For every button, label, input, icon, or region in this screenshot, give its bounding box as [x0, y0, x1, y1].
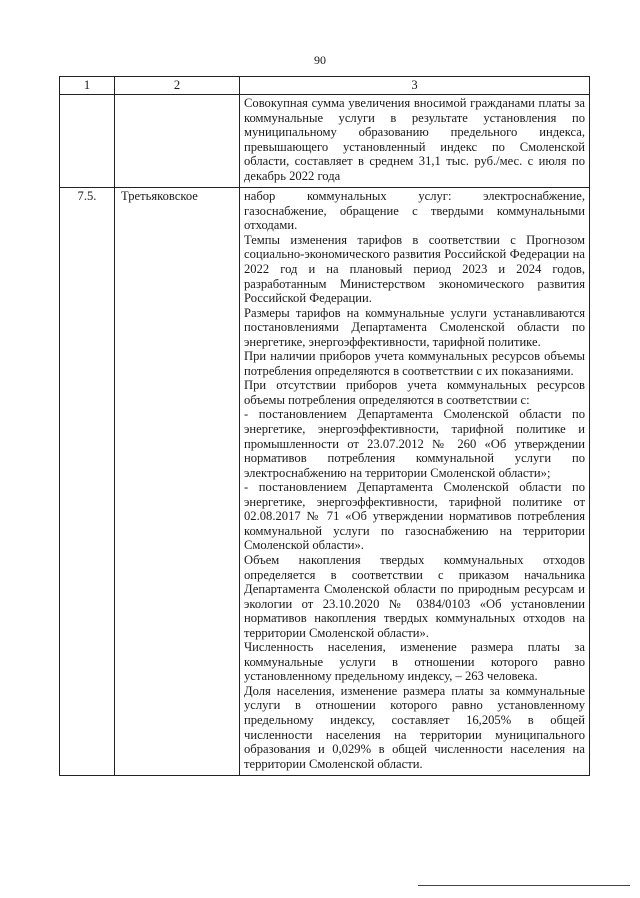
paragraph-tariff-sizes: Размеры тарифов на коммунальные услуги устанавливаются постановлениями Департамента Смоленской области по энергетике, энергоэффективности, тарифной политике.	[244, 305, 585, 349]
paragraph-tariff-rates: Темпы изменения тарифов в соответствии с Прогнозом социально-экономического развития Российской Федерации на 2022 год и на плановый период 2023 и 2024 годов, разработанным Министерством экономического развития Российской Федерации.	[244, 232, 585, 306]
paragraph-population-share: Доля населения, изменение размера платы за коммунальные услуги в отношении которого равно установленному предельному индексу, составляет 16,205% в общей численности населения на территории муниципального образования и 0,029% в общей численности населения на территории Смоленской области.	[244, 683, 585, 771]
paragraph-resolution-gas: - постановлением Департамента Смоленской области по энергетике, энергоэффективности, тарифной политике от 02.08.2017 № 71 «Об утверждении нормативов потребления коммунальной услуги по газоснабжению на территории Смоленской области».	[244, 480, 585, 553]
paragraph-resolution-electricity: - постановлением Департамента Смоленской области по энергетике, энергоэффективности, тарифной политике и промышленности от 23.07.2012 № 260 «Об утверждении нормативов потребления коммунальной услуги по электроснабжению на территории Смоленской области»;	[244, 407, 585, 480]
table-header-row	[60, 77, 590, 95]
paragraph-population-count: Численность населения, изменение размера платы за коммунальные услуги в отношении которого равно установленному предельному индексу, – 263 человека.	[244, 640, 585, 684]
column-header-1: 1	[60, 77, 115, 95]
paragraph-services: набор коммунальных услуг: электроснабжение, газоснабжение, обращение с твердыми коммунальными отходами.	[244, 189, 585, 233]
continuation-number-cell	[60, 95, 115, 188]
page-number: 90	[314, 53, 326, 67]
paragraph-meters-absent: При отсутствии приборов учета коммунальных ресурсов объемы потребления определяются в соответствии с:	[244, 378, 585, 407]
column-header-2: 2	[115, 77, 240, 95]
paragraph-meters-present: При наличии приборов учета коммунальных ресурсов объемы потребления определяются в соответствии с их показаниями.	[244, 349, 585, 378]
continuation-name-cell	[115, 95, 240, 188]
continuation-paragraph: Совокупная сумма увеличения вносимой гражданами платы за коммунальные услуги в результате установления по муниципальному образованию предельного индекса, превышающего установленный индекс по Смоленской области, составляет в среднем 31,1 тыс. руб./мес. с июля по декабрь 2022 года	[244, 96, 585, 183]
continuation-text-cell	[240, 95, 590, 188]
document-table	[59, 76, 590, 776]
column-header-3: 3	[240, 77, 590, 95]
table-row-continuation	[60, 95, 590, 188]
description-cell	[240, 188, 590, 776]
row-number: 7.5.	[60, 188, 115, 776]
paragraph-waste-volume: Объем накопления твердых коммунальных отходов определяется в соответствии с приказом начальника Департамента Смоленской области по природным ресурсам и экологии от 23.10.2020 № 0384/0103 «Об установлении нормативов накопления твердых коммунальных отходов на территории Смоленской области».	[244, 552, 585, 640]
table-row-tretyakovskoe	[60, 188, 590, 776]
municipality-name: Третьяковское	[115, 188, 240, 776]
footer-divider	[418, 885, 630, 886]
